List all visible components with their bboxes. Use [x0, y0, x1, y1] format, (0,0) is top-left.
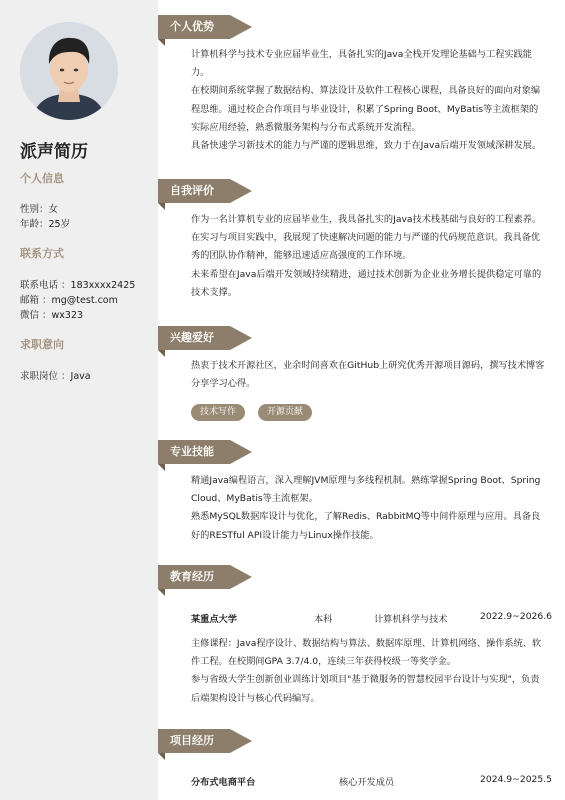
section-title: 兴趣爱好 — [170, 331, 214, 344]
section-title: 专业技能 — [170, 445, 214, 458]
education-row — [191, 611, 551, 627]
wechat-line: 微信 ：wx323 — [20, 310, 84, 321]
section-header-advantage — [158, 15, 253, 39]
advantage-text — [191, 46, 546, 155]
paragraph: 主修课程：Java程序设计、数据结构与算法、数据库原理、计算机网络、操作系统、软件工程。在校期间GPA 3.7/4.0，连续三年获得校级一等奖学金。 — [191, 638, 542, 668]
section-title: 自我评价 — [170, 184, 214, 197]
paragraph: 热衷于技术开源社区，业余时间喜欢在GitHub上研究优秀开源项目源码，撰写技术博客分享学习心得。 — [191, 360, 545, 390]
section-header-education — [158, 565, 253, 589]
email-line: 邮箱 ：mg@test.com — [20, 295, 118, 306]
personal-info-heading: 个人信息 — [20, 172, 64, 185]
section-title: 个人优势 — [170, 20, 214, 33]
age-line: 年龄：25岁 — [20, 219, 71, 230]
section-header-evaluation — [158, 179, 253, 203]
avatar-portrait — [20, 22, 118, 120]
section-header-skills — [158, 440, 253, 464]
job-position-line: 求职岗位 ：Java — [20, 371, 91, 382]
section-header-projects — [158, 729, 253, 753]
paragraph: 精通Java编程语言，深入理解JVM原理与多线程机制。熟练掌握Spring Boot、Spring Cloud、MyBatis等主流框架。 — [191, 475, 541, 505]
hobby-tag: 开源贡献 — [258, 404, 312, 421]
degree: 本科 — [314, 614, 333, 625]
resume-title: 派声简历 — [20, 142, 88, 162]
section-title: 教育经历 — [170, 570, 214, 583]
job-intent-heading: 求职意向 — [20, 338, 64, 351]
sidebar — [0, 0, 158, 800]
paragraph: 在校期间系统掌握了数据结构、算法设计及软件工程核心课程，具备良好的面向对象编程思维。通过校企合作项目与毕业设计，积累了Spring Boot、MyBatis等主流框架的实际应用经验，熟悉微服务架构与分布式系统开发流程。 — [191, 85, 541, 133]
paragraph: 具备快速学习新技术的能力与严谨的逻辑思维，致力于在Java后端开发领域深耕发展。 — [191, 140, 542, 152]
main-content — [158, 0, 565, 800]
hobbies-text — [191, 357, 546, 393]
section-title: 项目经历 — [170, 734, 214, 747]
contact-heading: 联系方式 — [20, 247, 64, 260]
paragraph: 熟悉MySQL数据库设计与优化，了解Redis、RabbitMQ等中间件原理与应用。具备良好的RESTful API设计能力与Linux操作技能。 — [191, 511, 541, 541]
paragraph: 在实习与项目实践中，我展现了快速解决问题的能力与严谨的代码规范意识。我具备优秀的团队协作精神，能够迅速适应高强度的工作环境。 — [191, 232, 541, 262]
education-period: 2022.9~2026.6 — [480, 611, 552, 622]
major: 计算机科学与技术 — [374, 614, 448, 625]
avatar — [20, 22, 118, 120]
evaluation-text — [191, 211, 546, 302]
hobby-tag: 技术写作 — [191, 404, 245, 421]
paragraph: 计算机科学与技术专业应届毕业生，具备扎实的Java全栈开发理论基础与工程实践能力。 — [191, 49, 532, 79]
school-name: 某重点大学 — [191, 614, 237, 625]
section-header-hobbies — [158, 326, 253, 350]
paragraph: 未来希望在Java后端开发领域持续精进，通过技术创新为企业业务增长提供稳定可靠的技术支撑。 — [191, 268, 542, 298]
project-period: 2024.9~2025.5 — [480, 774, 552, 785]
project-name: 分布式电商平台 — [191, 777, 256, 788]
project-row — [191, 774, 551, 790]
gender-line: 性别：女 — [20, 204, 59, 215]
skills-text — [191, 472, 546, 545]
education-text — [191, 635, 546, 708]
paragraph: 作为一名计算机专业的应届毕业生，我具备扎实的Java技术栈基础与良好的工程素养。 — [191, 214, 542, 225]
project-role: 核心开发成员 — [339, 777, 395, 788]
paragraph: 参与省级大学生创新创业训练计划项目"基于微服务的智慧校园平台设计与实现"，负责后端架构设计与核心代码编写。 — [191, 674, 540, 704]
phone-line: 联系电话 ：183xxxx2425 — [20, 280, 136, 291]
